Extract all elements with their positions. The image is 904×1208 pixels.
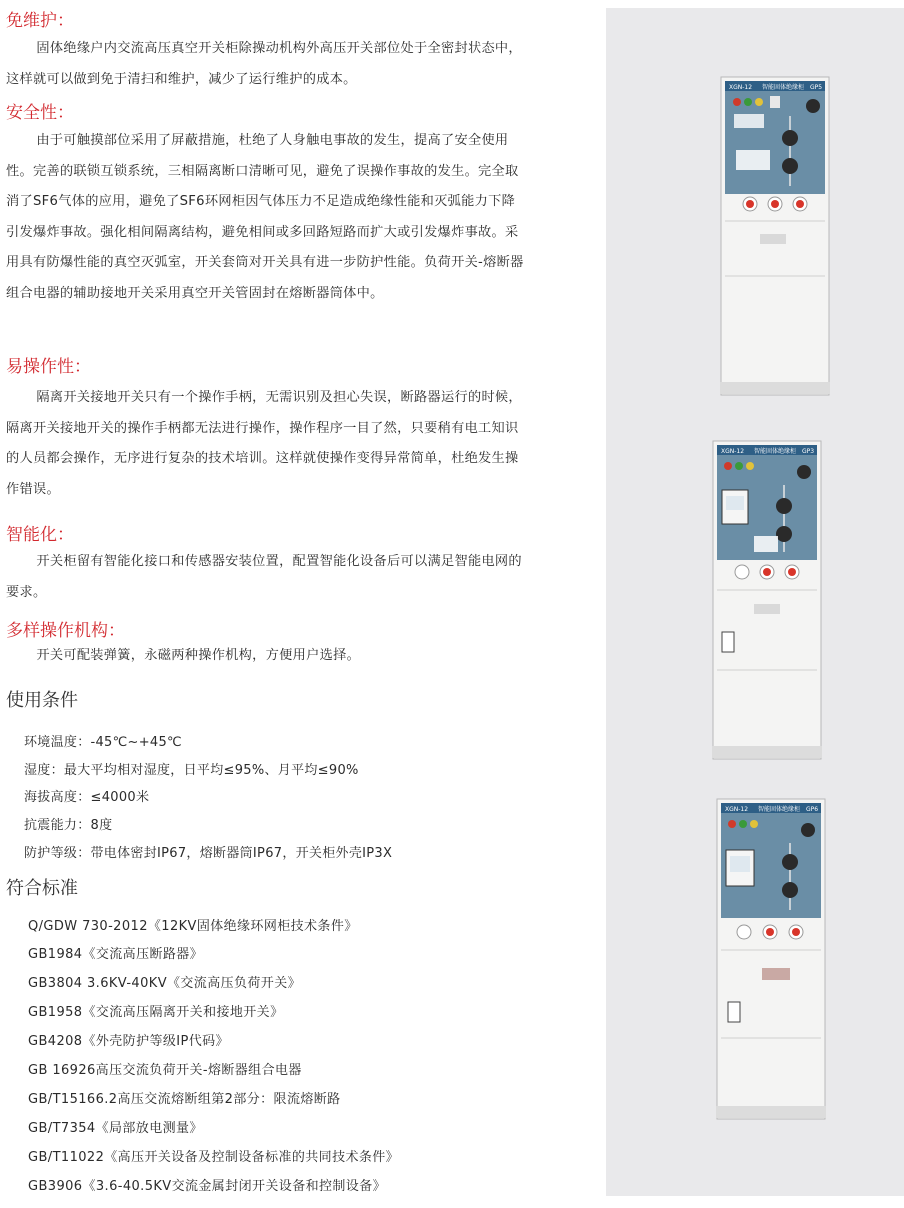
standard-item: GB1958《交流高压隔离开关和接地开关》: [28, 1005, 284, 1020]
paragraph-smart: 开关柜留有智能化接口和传感器安装位置，配置智能化设备后可以满足智能电网的要求。: [6, 554, 522, 600]
standard-item: GB 16926高压交流负荷开关-熔断器组合电器: [28, 1063, 302, 1078]
paragraph-maintenance: 固体绝缘户内交流高压真空开关柜除操动机构外高压开关部位处于全密封状态中，这样就可以做到免于清扫和维护，减少了运行维护的成本。: [6, 41, 522, 87]
condition-item: 抗震能力：8度: [24, 818, 113, 833]
cabinet-title-label: 智能固体绝缘柜: [754, 448, 797, 455]
cabinet-code-label: GP3: [802, 448, 815, 455]
standard-item: GB3804 3.6KV-40KV《交流高压负荷开关》: [28, 976, 301, 991]
heading-mechanism: 多样操作机构：: [6, 621, 125, 641]
standard-item: GB4208《外壳防护等级IP代码》: [28, 1034, 229, 1049]
cabinet-title-label: 智能固体绝缘柜: [762, 84, 805, 91]
condition-item: 防护等级：带电体密封IP67，熔断器筒IP67，开关柜外壳IP3X: [24, 846, 393, 861]
heading-conditions: 使用条件: [6, 690, 78, 711]
standard-item: GB3906《3.6-40.5KV交流金属封闭开关设备和控制设备》: [28, 1179, 387, 1194]
paragraph-operation: 隔离开关接地开关只有一个操作手柄，无需识别及担心失误，断路器运行的时候，隔离开关接地开关的操作手柄都无法进行操作，操作程序一目了然，只要稍有电工知识的人员都会操作，无序进行复杂的技术培训。这样就使操作变得异常简单，杜绝发生操作错误。: [6, 390, 522, 497]
condition-item: 海拔高度：≤4000米: [24, 790, 150, 805]
heading-smart: 智能化：: [6, 525, 74, 545]
heading-standards: 符合标准: [6, 878, 78, 899]
heading-operation: 易操作性：: [6, 357, 91, 377]
condition-item: 湿度：最大平均相对湿度，日平均≤95%、月平均≤90%: [24, 763, 359, 778]
standard-item: GB/T7354《局部放电测量》: [28, 1121, 203, 1136]
heading-maintenance: 免维护：: [6, 11, 74, 31]
standard-item: Q/GDW 730-2012《12KV固体绝缘环网柜技术条件》: [28, 919, 358, 934]
standard-item: GB1984《交流高压断路器》: [28, 947, 204, 962]
heading-safety: 安全性：: [6, 103, 74, 123]
switchgear-cabinet-image: [712, 440, 822, 760]
cabinet-model-label: XGN-12: [725, 806, 749, 813]
cabinet-code-label: GP5: [810, 84, 823, 91]
cabinet-model-label: XGN-12: [721, 448, 745, 455]
standard-item: GB/T15166.2高压交流熔断组第2部分：限流熔断路: [28, 1092, 341, 1107]
cabinet-title-label: 智能固体绝缘柜: [758, 806, 801, 813]
standard-item: GB/T11022《高压开关设备及控制设备标准的共同技术条件》: [28, 1150, 400, 1165]
cabinet-code-label: GP6: [806, 806, 819, 813]
cabinet-model-label: XGN-12: [729, 84, 753, 91]
condition-item: 环境温度：-45℃~+45℃: [24, 735, 182, 750]
paragraph-mechanism: 开关可配装弹簧，永磁两种操作机构，方便用户选择。: [36, 648, 361, 663]
switchgear-cabinet-image: [716, 798, 826, 1120]
paragraph-safety: 由于可触摸部位采用了屏蔽措施，杜绝了人身触电事故的发生，提高了安全使用性。完善的联锁互锁系统，三相隔离断口清晰可见，避免了误操作事故的发生。完全取消了SF6气体的应用，避免了SF6环网柜因气体压力不足造成绝缘性能和灭弧能力下降引发爆炸事故。强化相间隔离结构，避免相间或多回路短路而扩大或引发爆炸事故。采用具有防爆性能的真空灭弧室，开关套筒对开关具有进一步防护性能。负荷开关-熔断器组合电器的辅助接地开关采用真空开关管固封在熔断器筒体中。: [6, 133, 524, 301]
switchgear-cabinet-image: [720, 76, 830, 396]
product-image-panel: [606, 8, 904, 1196]
